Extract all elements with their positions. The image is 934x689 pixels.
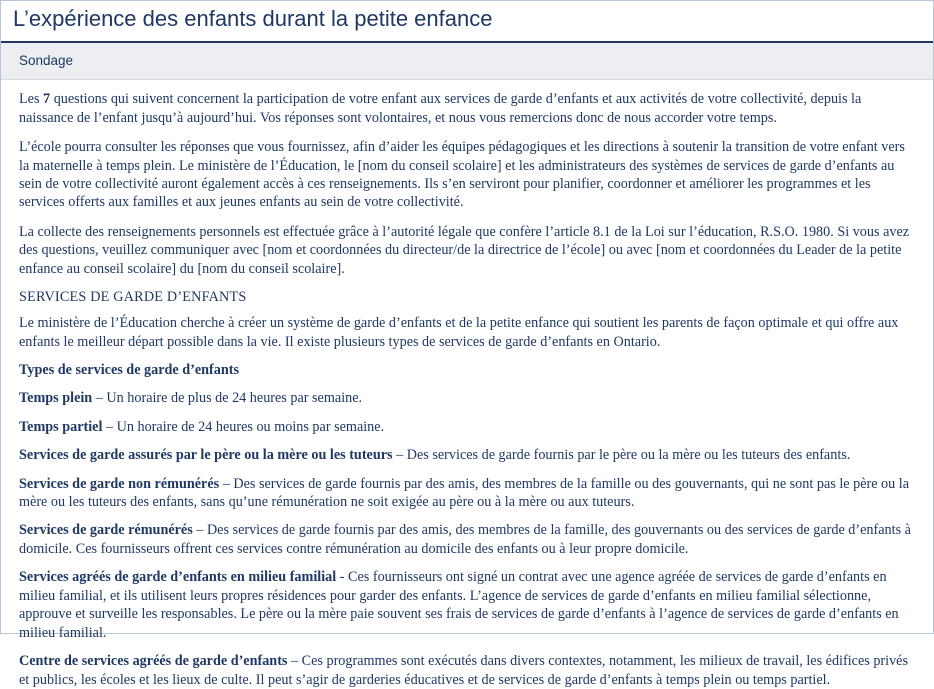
definition-separator: – [92,390,107,407]
page-title: L’expérience des enfants durant la petite enfance [13,6,493,31]
title-bar [1,1,933,43]
services-section-heading: SERVICES DE GARDE D’ENFANTS [19,289,247,306]
definition-text: Des services de garde fournis par des amis, des membres de la famille, des gouvernants ou des services de garde d’enfants à domicile. Ces fournisseurs offrent ces services contre rémunération au domicile des enfants ou à leur propre domicile. [19,522,911,557]
definition-term: Centre de services agréés de garde d’enfants [19,653,288,670]
definition-term: Temps partiel [19,418,103,435]
question-count: 7 [43,91,51,108]
definition-text: Des services de garde fournis par le père ou la mère ou les tuteurs des enfants. [406,447,851,464]
types-subheading: Types de services de garde d’enfants [19,362,240,379]
definition-separator: – [287,653,302,670]
intro-paragraph-2: L’école pourra consulter les réponses que vous fournissez, afin d’aider les équipes pédagogiques et les directions à soutenir la transition de votre enfant vers la maternelle à temps plein. Le ministère de l’Éducation, le [nom du conseil scolaire] et les administrateurs des systèmes de services de garde d’enfants au sein de votre collectivité auront également accès à ces renseignements. Ils s’en serviront pour planifier, coordonner et améliorer les programmes et les services offerts aux familles et aux jeunes enfants au sein de votre collectivité. [19,139,905,211]
section-bar [1,43,933,80]
definition-text: Un horaire de plus de 24 heures par semaine. [106,390,363,407]
definition-term: Services de garde assurés par le père ou la mère ou les tuteurs [19,447,393,464]
definition-text: Ces programmes sont exécutés dans divers contextes, notamment, les milieux de travail, les édifices privés et publics, les écoles et les lieux de culte. Il peut s’agir de garderies éducatives et de services de garde d’enfants à temps plein ou temps partiel. [19,653,908,688]
definition-item [19,389,915,407]
definition-term: Temps plein [19,390,93,407]
definition-item [19,652,915,689]
definition-item [19,418,915,436]
intro-p1-before: Les [19,91,44,108]
intro-p1-after: questions qui suivent concernent la participation de votre enfant aux services de garde d’enfants et aux activités de votre collectivité, depuis la naissance de l’enfant jusqu’à aujourd’hui. Vos réponses sont volontaires, et nous vous remercions donc de nous accorder votre temps. [19,91,862,126]
definition-item [19,475,915,512]
document-content [1,80,933,689]
definition-text: Des services de garde fournis par des amis, des membres de la famille ou des gouvernants, qui ne sont pas le père ou la mère ou les tuteurs des enfants, sans qu’une rémunération ne soit exigée au père ou à la mère ou aux tuteurs. [19,475,910,510]
services-intro-paragraph: Le ministère de l’Éducation cherche à créer un système de garde d’enfants et de la petite enfance qui soutient les parents de façon optimale et qui offre aux enfants le meilleur départ possible dans la vie. Il existe plusieurs types de services de garde d’enfants en Ontario. [19,315,899,350]
definition-list [19,389,915,689]
intro-paragraph-3: La collecte des renseignements personnels est effectuée grâce à l’autorité légale que confère l’article 8.1 de la Loi sur l’éducation, R.S.O. 1980. Si vous avez des questions, veuillez communiquer avec [nom et coordonnées du directeur/de la directrice de l’école] ou avec [nom et coordonnées du Leader de la petite enfance au conseil scolaire] du [nom du conseil scolaire]. [19,223,910,277]
intro-paragraph-1 [19,90,915,127]
definition-text: Un horaire de 24 heures ou moins par semaine. [116,418,385,435]
definition-separator: – [192,522,207,539]
definition-term: Services agréés de garde d’enfants en milieu familial [19,569,337,586]
definition-separator: - [336,569,349,586]
definition-item [19,568,915,642]
definition-separator: – [219,475,234,492]
definition-separator: – [392,447,407,464]
section-label: Sondage [19,53,74,69]
definition-separator: – [102,418,117,435]
definition-term: Services de garde non rémunérés [19,475,220,492]
definition-term: Services de garde rémunérés [19,522,193,539]
definition-item [19,521,915,558]
definition-text: Ces fournisseurs ont signé un contrat avec une agence agréée de services de garde d’enfants en milieu familial, et ils utilisent leurs propres résidences pour garder des enfants. L’agence de services de garde d’enfants en milieu familial sélectionne, approuve et surveille les responsables. Le père ou la mère paie souvent ses frais de services de garde d’enfants à l’agence de services de garde d’enfants en milieu familial. [19,569,899,641]
definition-item [19,446,915,464]
